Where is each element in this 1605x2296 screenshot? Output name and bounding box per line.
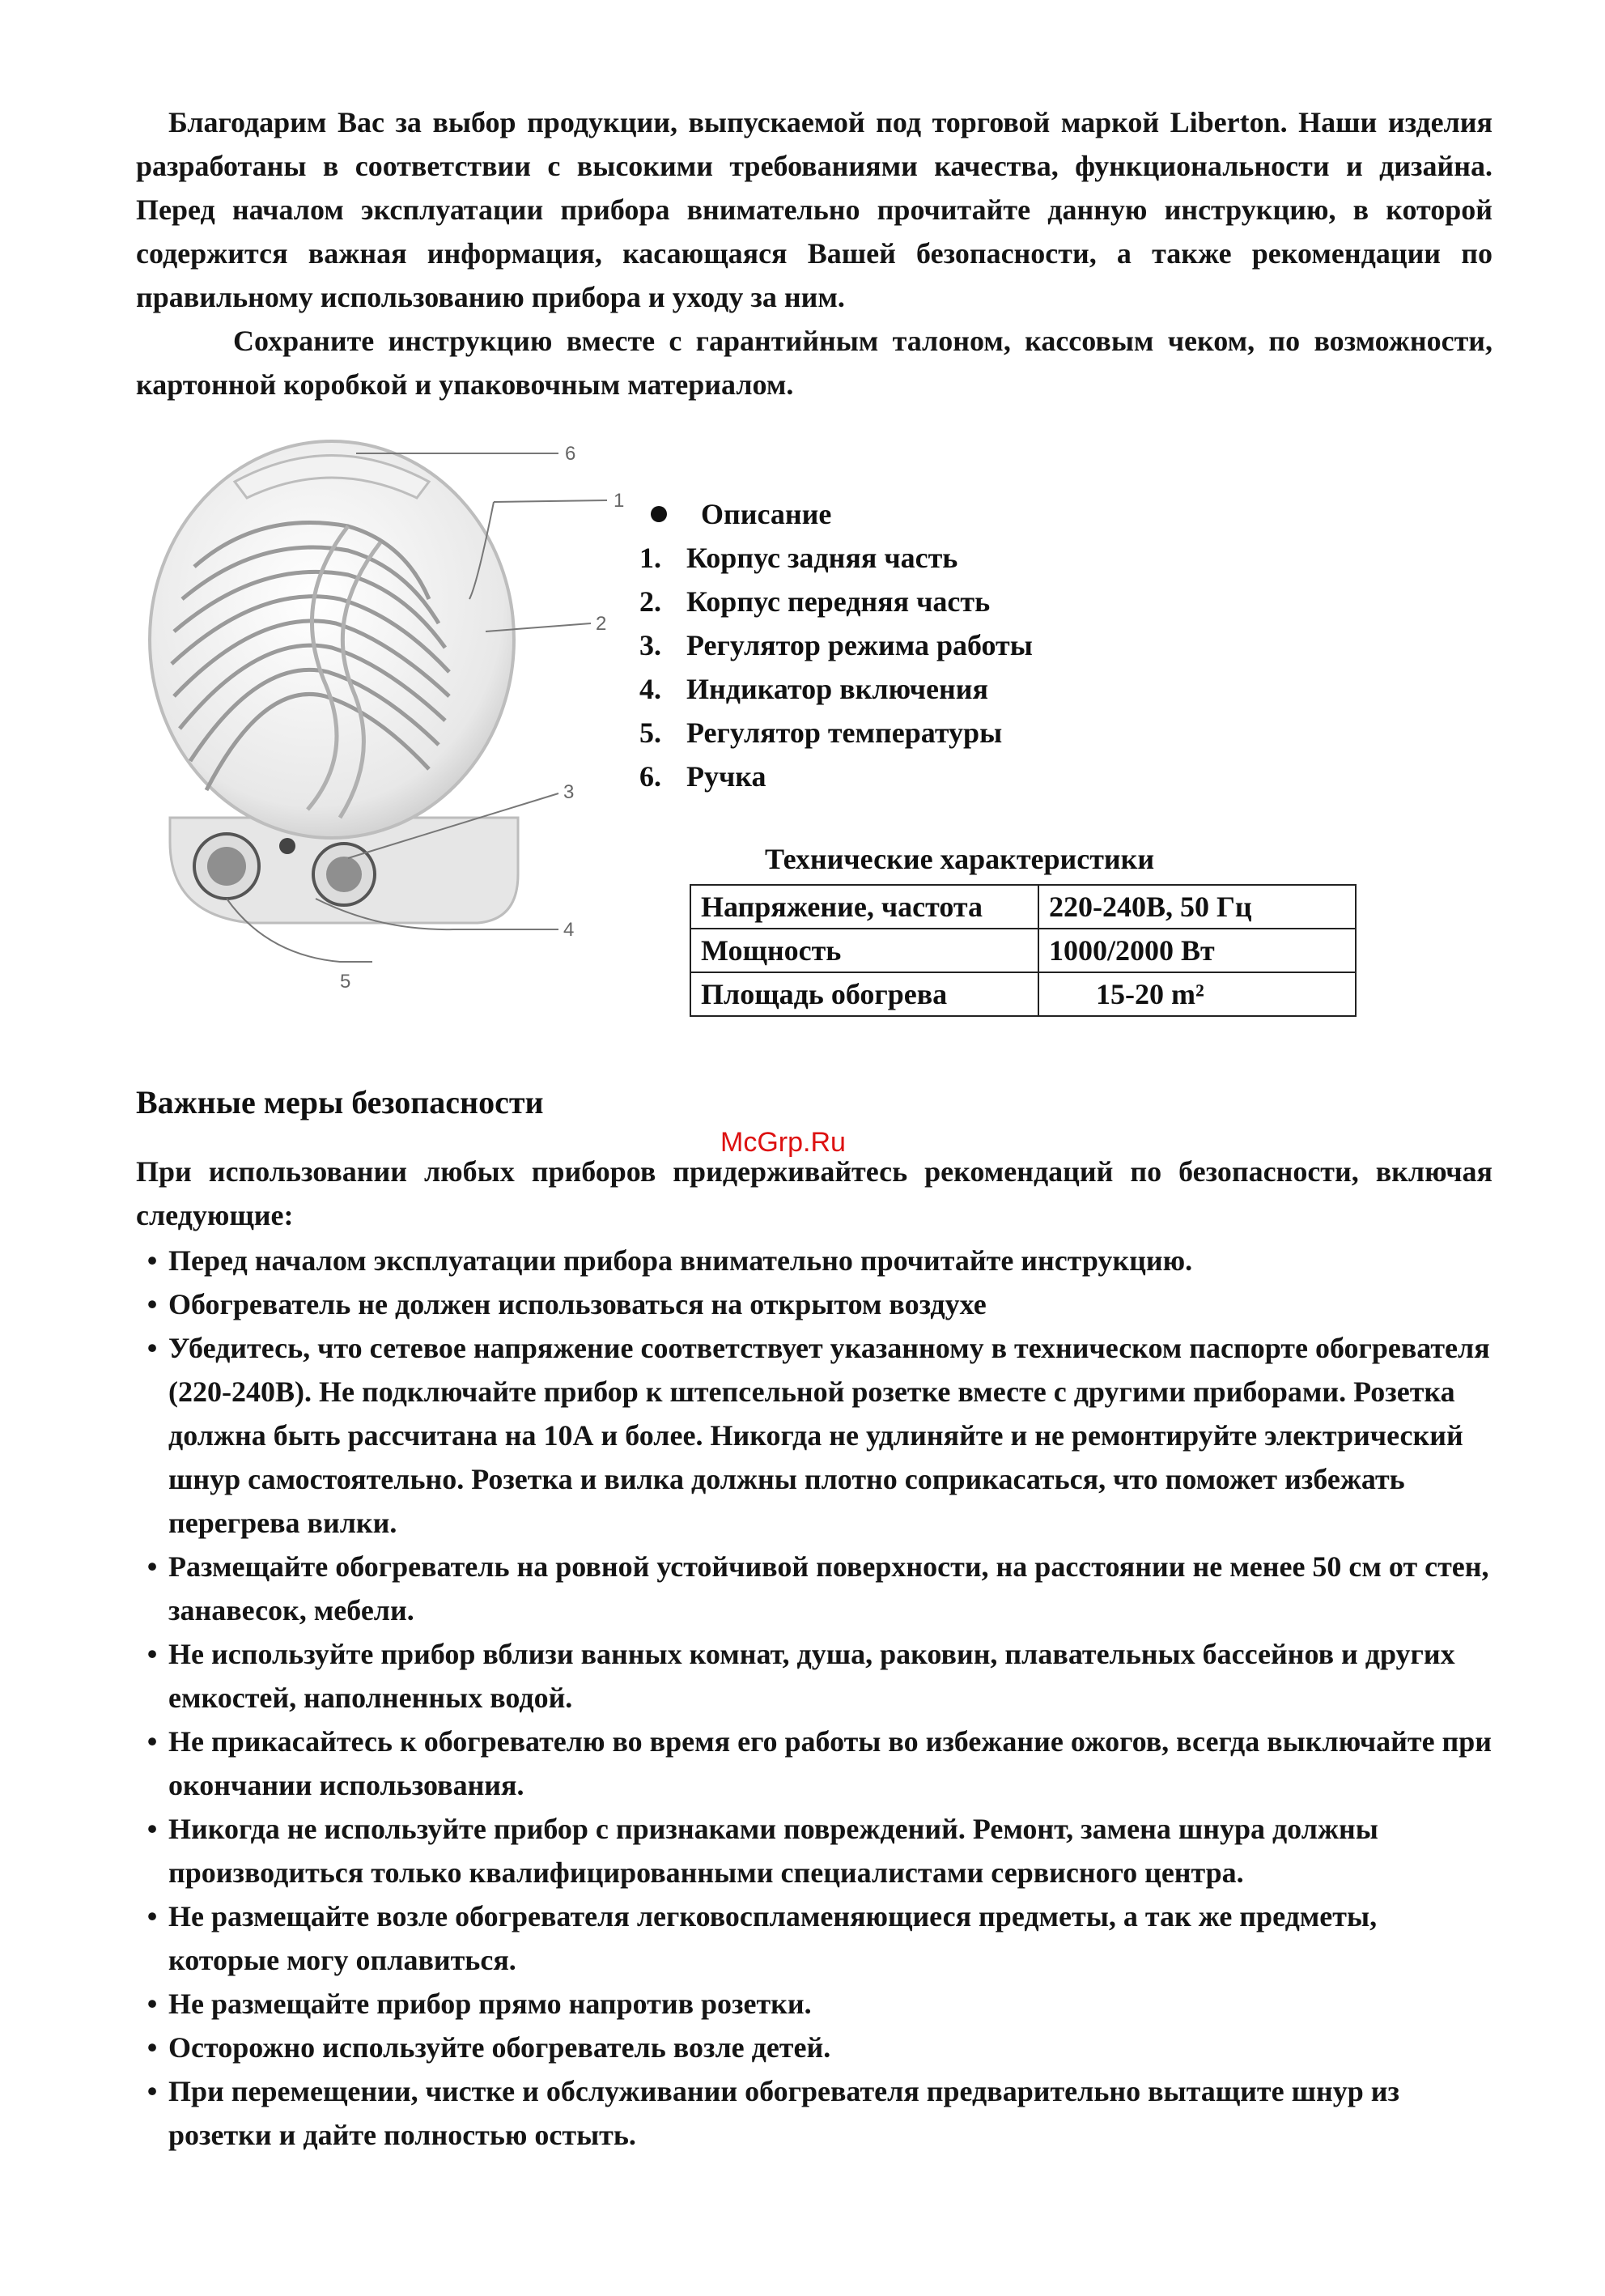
table-row bbox=[690, 929, 1356, 972]
intro-paragraph-2: Сохраните инструкцию вместе с гарантийным талоном, кассовым чеком, по возможности, картонной коробкой и упаковочным материалом. bbox=[136, 325, 1492, 401]
callout-2: 2 bbox=[596, 613, 607, 635]
list-item: 6. Ручка bbox=[639, 760, 766, 793]
spec-value: 1000/2000 Вт bbox=[1038, 929, 1356, 972]
intro-paragraph-1: Благодарим Вас за выбор продукции, выпускаемой под торговой маркой Liberton. Наши изделия разработаны в соответствии с высокими требованиями качества, функциональности и дизайна. Перед началом эксплуатации прибора внимательно прочитайте данную инструкцию, в которой содержится важная информация, касающаяся Вашей безопасности, а также рекомендации по правильному использованию прибора и уходу за ним. bbox=[136, 106, 1492, 313]
list-item: • Не используйте прибор вблизи ванных комнат, душа, раковин, плавательных бассейнов и других емкостей, наполненных водой. bbox=[112, 1632, 1492, 1720]
heater-illustration bbox=[138, 437, 656, 988]
list-item: 5. Регулятор температуры bbox=[639, 716, 1003, 749]
spec-key: Напряжение, частота bbox=[690, 885, 1038, 929]
list-item: 3. Регулятор режима работы bbox=[639, 629, 1033, 661]
safety-rules-list bbox=[112, 1239, 1492, 2157]
safety-title: Важные меры безопасности bbox=[136, 1084, 544, 1120]
list-item: • Никогда не используйте прибор с признаками повреждений. Ремонт, замена шнура должны производиться только квалифицированными специалистами сервисного центра. bbox=[112, 1807, 1492, 1894]
bullet-icon: • bbox=[146, 1638, 158, 1670]
specs-table bbox=[690, 884, 1357, 1017]
spec-key: Мощность bbox=[690, 929, 1038, 972]
callout-6: 6 bbox=[565, 443, 576, 465]
table-row bbox=[690, 885, 1356, 929]
callout-5: 5 bbox=[340, 971, 351, 988]
list-item: 1. Корпус задняя часть bbox=[639, 542, 958, 574]
callout-3: 3 bbox=[563, 781, 575, 803]
bullet-icon: • bbox=[146, 1988, 158, 2020]
bullet-icon: • bbox=[146, 1725, 158, 1758]
description-list bbox=[639, 536, 1093, 798]
heater-body bbox=[150, 441, 514, 838]
table-row bbox=[690, 972, 1356, 1016]
list-item: 4. Индикатор включения bbox=[639, 673, 988, 705]
bullet-icon: • bbox=[146, 1332, 158, 1364]
description-section bbox=[639, 492, 1093, 798]
safety-intro: При использовании любых приборов придерживайтесь рекомендаций по безопасности, включая следующие: bbox=[136, 1155, 1492, 1231]
description-title: Описание bbox=[701, 498, 832, 530]
list-item: • Не прикасайтесь к обогревателю во время его работы во избежание ожогов, всегда выключайте при окончании использования. bbox=[112, 1720, 1492, 1807]
list-item: 2. Корпус передняя часть bbox=[639, 585, 991, 618]
list-item: • Убедитесь, что сетевое напряжение соответствует указанному в техническом паспорте обогревателя (220-240В). Не подключайте прибор к штепсельной розетке вместе с другими приборами. Розетка должна быть рассчитана на 10А и более. Никогда не удлиняйте и не ремонтируйте электрический шнур самостоятельно. Розетка и вилка должны плотно соприкасаться, что поможет избежать перегрева вилки. bbox=[112, 1326, 1492, 1545]
spec-value: 220-240В, 50 Гц bbox=[1038, 885, 1356, 929]
list-item: • Осторожно используйте обогреватель возле детей. bbox=[112, 2026, 1492, 2069]
bullet-icon: • bbox=[146, 1813, 158, 1845]
list-item: • Не размещайте возле обогревателя легковоспламеняющиеся предметы, а так же предметы, которые могу оплавиться. bbox=[112, 1894, 1492, 1982]
list-item: • Обогреватель не должен использоваться на открытом воздухе bbox=[112, 1282, 1492, 1326]
list-item: • При перемещении, чистке и обслуживании обогревателя предварительно вытащите шнур из розетки и дайте полностью остыть. bbox=[112, 2069, 1492, 2157]
bullet-icon: • bbox=[146, 2075, 158, 2107]
bullet-icon: • bbox=[146, 1288, 158, 1320]
bullet-icon: • bbox=[146, 1244, 158, 1277]
bullet-icon: • bbox=[146, 1550, 158, 1583]
spec-key: Площадь обогрева bbox=[690, 972, 1038, 1016]
spec-value: 15-20 m² bbox=[1038, 972, 1356, 1016]
bullet-icon: • bbox=[146, 1900, 158, 1932]
list-item: • Размещайте обогреватель на ровной устойчивой поверхности, на расстоянии не менее 50 см от стен, занавесок, мебели. bbox=[112, 1545, 1492, 1632]
description-heading bbox=[639, 492, 1093, 536]
list-item: • Не размещайте прибор прямо напротив розетки. bbox=[112, 1982, 1492, 2026]
bullet-icon bbox=[651, 506, 667, 522]
list-item: • Перед началом эксплуатации прибора внимательно прочитайте инструкцию. bbox=[112, 1239, 1492, 1282]
bullet-icon: • bbox=[146, 2031, 158, 2064]
watermark-link[interactable]: McGrp.Ru bbox=[720, 1127, 846, 1158]
callout-4: 4 bbox=[563, 919, 575, 941]
power-indicator bbox=[279, 838, 295, 854]
callout-1: 1 bbox=[614, 490, 625, 512]
specs-title: Технические характеристики bbox=[765, 843, 1155, 875]
